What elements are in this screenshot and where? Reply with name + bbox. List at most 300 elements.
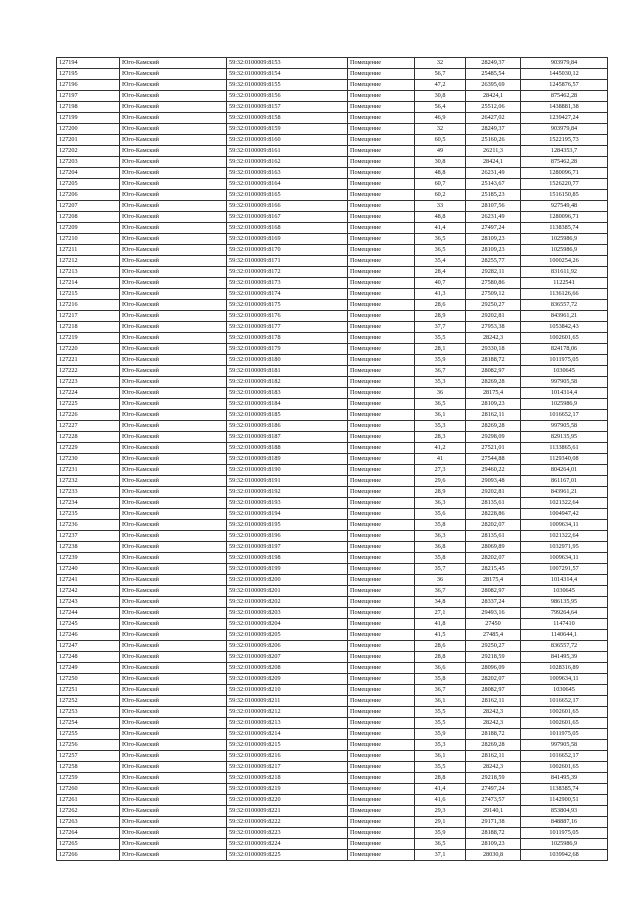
cell-unit-value: 28069,89 <box>466 542 521 553</box>
cell-area: 35,8 <box>415 520 466 531</box>
cell-unit-value: 29282,11 <box>466 267 521 278</box>
cell-area: 35,5 <box>415 762 466 773</box>
table-row <box>57 146 608 157</box>
cell-cadastral-value: 1032971,95 <box>521 542 608 553</box>
cell-object-type: Помещение <box>348 465 415 476</box>
cell-cadastral-value: 1142900,51 <box>521 795 608 806</box>
table-row <box>57 267 608 278</box>
cell-district: Юго-Камский <box>120 465 227 476</box>
cell-unit-value: 25485,54 <box>466 69 521 80</box>
cell-object-type: Помещение <box>348 509 415 520</box>
cell-cadastral-value: 1053842,43 <box>521 322 608 333</box>
cell-cadastral-value: 824178,06 <box>521 344 608 355</box>
table-row <box>57 696 608 707</box>
cell-row-number: 127211 <box>57 245 120 256</box>
cell-cadastral-number: 59:32:0100009:8197 <box>227 542 348 553</box>
cell-cadastral-value: 861167,01 <box>521 476 608 487</box>
cell-unit-value: 27509,12 <box>466 289 521 300</box>
cell-object-type: Помещение <box>348 267 415 278</box>
cell-object-type: Помещение <box>348 102 415 113</box>
cell-cadastral-number: 59:32:0100009:8182 <box>227 377 348 388</box>
cell-object-type: Помещение <box>348 355 415 366</box>
cell-area: 35,5 <box>415 718 466 729</box>
cell-district: Юго-Камский <box>120 256 227 267</box>
table-row <box>57 278 608 289</box>
cell-area: 35,8 <box>415 553 466 564</box>
cell-district: Юго-Камский <box>120 289 227 300</box>
cell-object-type: Помещение <box>348 179 415 190</box>
cell-row-number: 127195 <box>57 69 120 80</box>
cell-object-type: Помещение <box>348 69 415 80</box>
cell-area: 36,1 <box>415 751 466 762</box>
cell-cadastral-number: 59:32:0100009:8215 <box>227 740 348 751</box>
cell-cadastral-value: 836557,72 <box>521 300 608 311</box>
table-row <box>57 839 608 850</box>
cell-unit-value: 27497,24 <box>466 223 521 234</box>
cell-cadastral-value: 1239427,24 <box>521 113 608 124</box>
table-row <box>57 608 608 619</box>
cell-row-number: 127250 <box>57 674 120 685</box>
cell-cadastral-number: 59:32:0100009:8201 <box>227 586 348 597</box>
cell-unit-value: 29171,38 <box>466 817 521 828</box>
cell-area: 41,3 <box>415 289 466 300</box>
cell-unit-value: 29460,22 <box>466 465 521 476</box>
table-row <box>57 421 608 432</box>
table-row <box>57 388 608 399</box>
cell-district: Юго-Камский <box>120 707 227 718</box>
cell-cadastral-number: 59:32:0100009:8178 <box>227 333 348 344</box>
cell-object-type: Помещение <box>348 696 415 707</box>
cell-unit-value: 28162,11 <box>466 696 521 707</box>
cell-cadastral-number: 59:32:0100009:8190 <box>227 465 348 476</box>
cell-cadastral-number: 59:32:0100009:8223 <box>227 828 348 839</box>
table-row <box>57 432 608 443</box>
table-row <box>57 344 608 355</box>
cell-district: Юго-Камский <box>120 190 227 201</box>
cell-cadastral-number: 59:32:0100009:8180 <box>227 355 348 366</box>
cell-object-type: Помещение <box>348 135 415 146</box>
table-row <box>57 410 608 421</box>
cell-unit-value: 26211,3 <box>466 146 521 157</box>
cell-cadastral-number: 59:32:0100009:8165 <box>227 190 348 201</box>
cell-district: Юго-Камский <box>120 201 227 212</box>
cell-cadastral-value: 831611,92 <box>521 267 608 278</box>
table-row <box>57 366 608 377</box>
cell-unit-value: 27521,01 <box>466 443 521 454</box>
cell-cadastral-number: 59:32:0100009:8191 <box>227 476 348 487</box>
cell-district: Юго-Камский <box>120 487 227 498</box>
table-row <box>57 498 608 509</box>
cell-unit-value: 29250,27 <box>466 641 521 652</box>
cell-cadastral-value: 1284353,7 <box>521 146 608 157</box>
cell-cadastral-value: 1122541 <box>521 278 608 289</box>
table-row <box>57 740 608 751</box>
cell-unit-value: 29493,16 <box>466 608 521 619</box>
cell-cadastral-number: 59:32:0100009:8158 <box>227 113 348 124</box>
cell-cadastral-number: 59:32:0100009:8199 <box>227 564 348 575</box>
cell-cadastral-value: 848887,16 <box>521 817 608 828</box>
cell-object-type: Помещение <box>348 630 415 641</box>
cell-cadastral-value: 1021322,64 <box>521 531 608 542</box>
cell-cadastral-number: 59:32:0100009:8173 <box>227 278 348 289</box>
cell-area: 36,5 <box>415 399 466 410</box>
cell-row-number: 127212 <box>57 256 120 267</box>
cell-unit-value: 27473,57 <box>466 795 521 806</box>
cell-object-type: Помещение <box>348 399 415 410</box>
cell-area: 35,9 <box>415 729 466 740</box>
table-row <box>57 168 608 179</box>
cell-unit-value: 28249,37 <box>466 58 521 69</box>
cell-cadastral-value: 1002601,65 <box>521 718 608 729</box>
cell-unit-value: 28242,3 <box>466 762 521 773</box>
table-row <box>57 190 608 201</box>
cell-district: Юго-Камский <box>120 630 227 641</box>
cell-cadastral-value: 1129340,08 <box>521 454 608 465</box>
cell-row-number: 127194 <box>57 58 120 69</box>
cell-district: Юго-Камский <box>120 817 227 828</box>
table-row <box>57 817 608 828</box>
table-row <box>57 124 608 135</box>
cell-object-type: Помещение <box>348 850 415 861</box>
cell-area: 35,9 <box>415 355 466 366</box>
cell-row-number: 127260 <box>57 784 120 795</box>
cell-cadastral-number: 59:32:0100009:8203 <box>227 608 348 619</box>
cell-area: 27,1 <box>415 608 466 619</box>
cell-cadastral-value: 1136126,66 <box>521 289 608 300</box>
cell-district: Юго-Камский <box>120 146 227 157</box>
cell-unit-value: 28249,37 <box>466 124 521 135</box>
cell-row-number: 127263 <box>57 817 120 828</box>
cell-object-type: Помещение <box>348 377 415 388</box>
cell-object-type: Помещение <box>348 751 415 762</box>
cell-cadastral-value: 1039942,68 <box>521 850 608 861</box>
cell-area: 35,5 <box>415 707 466 718</box>
cell-cadastral-number: 59:32:0100009:8211 <box>227 696 348 707</box>
cell-object-type: Помещение <box>348 91 415 102</box>
cell-district: Юго-Камский <box>120 839 227 850</box>
table-row <box>57 597 608 608</box>
cell-cadastral-value: 843961,21 <box>521 311 608 322</box>
cell-area: 41 <box>415 454 466 465</box>
cell-cadastral-number: 59:32:0100009:8205 <box>227 630 348 641</box>
table-row <box>57 69 608 80</box>
cell-district: Юго-Камский <box>120 564 227 575</box>
cell-cadastral-number: 59:32:0100009:8192 <box>227 487 348 498</box>
cell-area: 36,5 <box>415 234 466 245</box>
cell-row-number: 127214 <box>57 278 120 289</box>
table-row <box>57 586 608 597</box>
cell-cadastral-number: 59:32:0100009:8206 <box>227 641 348 652</box>
cell-district: Юго-Камский <box>120 388 227 399</box>
cell-district: Юго-Камский <box>120 696 227 707</box>
cell-object-type: Помещение <box>348 146 415 157</box>
cell-row-number: 127200 <box>57 124 120 135</box>
cell-object-type: Помещение <box>348 542 415 553</box>
cell-district: Юго-Камский <box>120 509 227 520</box>
cell-object-type: Помещение <box>348 223 415 234</box>
cell-area: 41,2 <box>415 443 466 454</box>
cell-cadastral-number: 59:32:0100009:8181 <box>227 366 348 377</box>
cell-cadastral-value: 829135,95 <box>521 432 608 443</box>
cell-area: 35,5 <box>415 333 466 344</box>
cell-row-number: 127205 <box>57 179 120 190</box>
cell-unit-value: 28096,09 <box>466 663 521 674</box>
cell-object-type: Помещение <box>348 520 415 531</box>
cell-area: 28,9 <box>415 311 466 322</box>
cell-cadastral-number: 59:32:0100009:8196 <box>227 531 348 542</box>
cell-cadastral-value: 1140644,1 <box>521 630 608 641</box>
table-row <box>57 784 608 795</box>
cell-row-number: 127239 <box>57 553 120 564</box>
cell-row-number: 127222 <box>57 366 120 377</box>
table-row <box>57 234 608 245</box>
cell-cadastral-value: 804264,01 <box>521 465 608 476</box>
cell-cadastral-value: 1002601,65 <box>521 707 608 718</box>
cell-cadastral-value: 1016652,17 <box>521 696 608 707</box>
cell-cadastral-number: 59:32:0100009:8171 <box>227 256 348 267</box>
cell-object-type: Помещение <box>348 311 415 322</box>
cell-cadastral-value: 1516150,85 <box>521 190 608 201</box>
cell-unit-value: 25512,06 <box>466 102 521 113</box>
cell-unit-value: 29330,18 <box>466 344 521 355</box>
cell-cadastral-number: 59:32:0100009:8216 <box>227 751 348 762</box>
cell-cadastral-number: 59:32:0100009:8167 <box>227 212 348 223</box>
cell-unit-value: 29250,27 <box>466 300 521 311</box>
cell-cadastral-number: 59:32:0100009:8184 <box>227 399 348 410</box>
cell-unit-value: 28109,23 <box>466 245 521 256</box>
cell-district: Юго-Камский <box>120 322 227 333</box>
table-row <box>57 377 608 388</box>
cell-district: Юго-Камский <box>120 663 227 674</box>
cell-cadastral-value: 875462,28 <box>521 91 608 102</box>
cell-district: Юго-Камский <box>120 212 227 223</box>
cell-cadastral-value: 1016652,17 <box>521 751 608 762</box>
table-row <box>57 641 608 652</box>
cell-area: 28,1 <box>415 344 466 355</box>
cell-district: Юго-Камский <box>120 476 227 487</box>
cell-object-type: Помещение <box>348 773 415 784</box>
cell-row-number: 127256 <box>57 740 120 751</box>
cell-object-type: Помещение <box>348 718 415 729</box>
cell-row-number: 127227 <box>57 421 120 432</box>
cell-unit-value: 28424,1 <box>466 157 521 168</box>
cell-area: 36,1 <box>415 410 466 421</box>
cell-cadastral-value: 1016652,17 <box>521 410 608 421</box>
cell-row-number: 127257 <box>57 751 120 762</box>
cell-unit-value: 28030,8 <box>466 850 521 861</box>
cell-row-number: 127261 <box>57 795 120 806</box>
cell-object-type: Помещение <box>348 278 415 289</box>
table-row <box>57 223 608 234</box>
cell-district: Юго-Камский <box>120 355 227 366</box>
cell-unit-value: 28337,24 <box>466 597 521 608</box>
table-row <box>57 289 608 300</box>
cell-unit-value: 28424,1 <box>466 91 521 102</box>
cell-district: Юго-Камский <box>120 520 227 531</box>
cell-object-type: Помещение <box>348 784 415 795</box>
cell-row-number: 127196 <box>57 80 120 91</box>
cell-unit-value: 28215,45 <box>466 564 521 575</box>
table-row <box>57 729 608 740</box>
cell-cadastral-number: 59:32:0100009:8161 <box>227 146 348 157</box>
cell-cadastral-number: 59:32:0100009:8156 <box>227 91 348 102</box>
cell-unit-value: 28242,3 <box>466 718 521 729</box>
cell-cadastral-number: 59:32:0100009:8172 <box>227 267 348 278</box>
cell-cadastral-value: 843961,21 <box>521 487 608 498</box>
cell-district: Юго-Камский <box>120 278 227 289</box>
cell-area: 28,3 <box>415 432 466 443</box>
cell-object-type: Помещение <box>348 113 415 124</box>
cell-row-number: 127228 <box>57 432 120 443</box>
table-row <box>57 454 608 465</box>
cell-unit-value: 29218,59 <box>466 773 521 784</box>
cell-unit-value: 29298,09 <box>466 432 521 443</box>
cell-row-number: 127224 <box>57 388 120 399</box>
cell-row-number: 127265 <box>57 839 120 850</box>
cell-unit-value: 25143,67 <box>466 179 521 190</box>
table-row <box>57 806 608 817</box>
cell-area: 36,5 <box>415 839 466 850</box>
cell-area: 35,9 <box>415 828 466 839</box>
cell-cadastral-number: 59:32:0100009:8220 <box>227 795 348 806</box>
cell-cadastral-number: 59:32:0100009:8160 <box>227 135 348 146</box>
cell-cadastral-number: 59:32:0100009:8177 <box>227 322 348 333</box>
cell-object-type: Помещение <box>348 366 415 377</box>
cell-unit-value: 28202,07 <box>466 674 521 685</box>
cell-object-type: Помещение <box>348 476 415 487</box>
table-row <box>57 80 608 91</box>
cell-district: Юго-Камский <box>120 366 227 377</box>
cell-cadastral-number: 59:32:0100009:8218 <box>227 773 348 784</box>
cell-area: 35,6 <box>415 509 466 520</box>
cell-area: 41,5 <box>415 630 466 641</box>
cell-object-type: Помещение <box>348 322 415 333</box>
cell-object-type: Помещение <box>348 729 415 740</box>
cell-cadastral-value: 841495,39 <box>521 773 608 784</box>
table-row <box>57 300 608 311</box>
cell-unit-value: 27544,88 <box>466 454 521 465</box>
cell-row-number: 127209 <box>57 223 120 234</box>
cell-row-number: 127238 <box>57 542 120 553</box>
cell-unit-value: 28135,61 <box>466 498 521 509</box>
table-row <box>57 685 608 696</box>
cell-row-number: 127231 <box>57 465 120 476</box>
cell-area: 36,3 <box>415 531 466 542</box>
cell-area: 56,7 <box>415 69 466 80</box>
cell-cadastral-value: 1007291,57 <box>521 564 608 575</box>
cell-object-type: Помещение <box>348 608 415 619</box>
table-row <box>57 102 608 113</box>
cell-area: 27,3 <box>415 465 466 476</box>
cell-object-type: Помещение <box>348 674 415 685</box>
cell-area: 56,4 <box>415 102 466 113</box>
cell-cadastral-number: 59:32:0100009:8221 <box>227 806 348 817</box>
cell-cadastral-number: 59:32:0100009:8224 <box>227 839 348 850</box>
cell-object-type: Помещение <box>348 300 415 311</box>
cell-cadastral-number: 59:32:0100009:8168 <box>227 223 348 234</box>
cell-unit-value: 26427,02 <box>466 113 521 124</box>
cell-row-number: 127255 <box>57 729 120 740</box>
cell-district: Юго-Камский <box>120 685 227 696</box>
cell-cadastral-value: 836557,72 <box>521 641 608 652</box>
cell-row-number: 127237 <box>57 531 120 542</box>
cell-cadastral-number: 59:32:0100009:8222 <box>227 817 348 828</box>
cell-area: 36,3 <box>415 498 466 509</box>
cell-area: 32 <box>415 58 466 69</box>
table-row <box>57 113 608 124</box>
cell-cadastral-value: 1030645 <box>521 586 608 597</box>
cell-cadastral-value: 1000254,26 <box>521 256 608 267</box>
cell-cadastral-value: 903979,84 <box>521 58 608 69</box>
cell-cadastral-number: 59:32:0100009:8210 <box>227 685 348 696</box>
cell-district: Юго-Камский <box>120 168 227 179</box>
cell-cadastral-number: 59:32:0100009:8164 <box>227 179 348 190</box>
cell-district: Юго-Камский <box>120 718 227 729</box>
cell-row-number: 127204 <box>57 168 120 179</box>
cell-district: Юго-Камский <box>120 223 227 234</box>
cell-district: Юго-Камский <box>120 102 227 113</box>
cell-cadastral-number: 59:32:0100009:8194 <box>227 509 348 520</box>
cell-object-type: Помещение <box>348 575 415 586</box>
cell-unit-value: 27953,38 <box>466 322 521 333</box>
cell-cadastral-number: 59:32:0100009:8187 <box>227 432 348 443</box>
cell-cadastral-value: 1133865,61 <box>521 443 608 454</box>
cell-cadastral-value: 1245876,57 <box>521 80 608 91</box>
cell-district: Юго-Камский <box>120 311 227 322</box>
cell-cadastral-value: 875462,28 <box>521 157 608 168</box>
table-row <box>57 487 608 498</box>
cell-row-number: 127249 <box>57 663 120 674</box>
cell-cadastral-value: 1025986,9 <box>521 839 608 850</box>
cell-cadastral-value: 1011975,05 <box>521 828 608 839</box>
cell-district: Юго-Камский <box>120 113 227 124</box>
cell-cadastral-number: 59:32:0100009:8159 <box>227 124 348 135</box>
table-row <box>57 91 608 102</box>
cell-object-type: Помещение <box>348 410 415 421</box>
cell-cadastral-value: 1030645 <box>521 685 608 696</box>
cell-cadastral-number: 59:32:0100009:8213 <box>227 718 348 729</box>
cell-cadastral-number: 59:32:0100009:8225 <box>227 850 348 861</box>
table-row <box>57 443 608 454</box>
cell-cadastral-value: 927549,48 <box>521 201 608 212</box>
cell-object-type: Помещение <box>348 333 415 344</box>
cell-cadastral-number: 59:32:0100009:8154 <box>227 69 348 80</box>
cell-unit-value: 29140,1 <box>466 806 521 817</box>
cell-object-type: Помещение <box>348 586 415 597</box>
cell-row-number: 127233 <box>57 487 120 498</box>
cell-row-number: 127241 <box>57 575 120 586</box>
cell-object-type: Помещение <box>348 564 415 575</box>
table-row <box>57 850 608 861</box>
cell-district: Юго-Камский <box>120 498 227 509</box>
table-row <box>57 179 608 190</box>
cell-row-number: 127220 <box>57 344 120 355</box>
table-row <box>57 674 608 685</box>
table-row <box>57 575 608 586</box>
cell-district: Юго-Камский <box>120 91 227 102</box>
cell-unit-value: 29202,81 <box>466 487 521 498</box>
cell-district: Юго-Камский <box>120 234 227 245</box>
cell-object-type: Помещение <box>348 740 415 751</box>
cell-cadastral-value: 1009634,11 <box>521 520 608 531</box>
cell-cadastral-value: 1522195,73 <box>521 135 608 146</box>
table-row <box>57 256 608 267</box>
cell-cadastral-value: 799264,64 <box>521 608 608 619</box>
table-row <box>57 707 608 718</box>
cell-row-number: 127225 <box>57 399 120 410</box>
cell-cadastral-number: 59:32:0100009:8214 <box>227 729 348 740</box>
cell-object-type: Помещение <box>348 762 415 773</box>
